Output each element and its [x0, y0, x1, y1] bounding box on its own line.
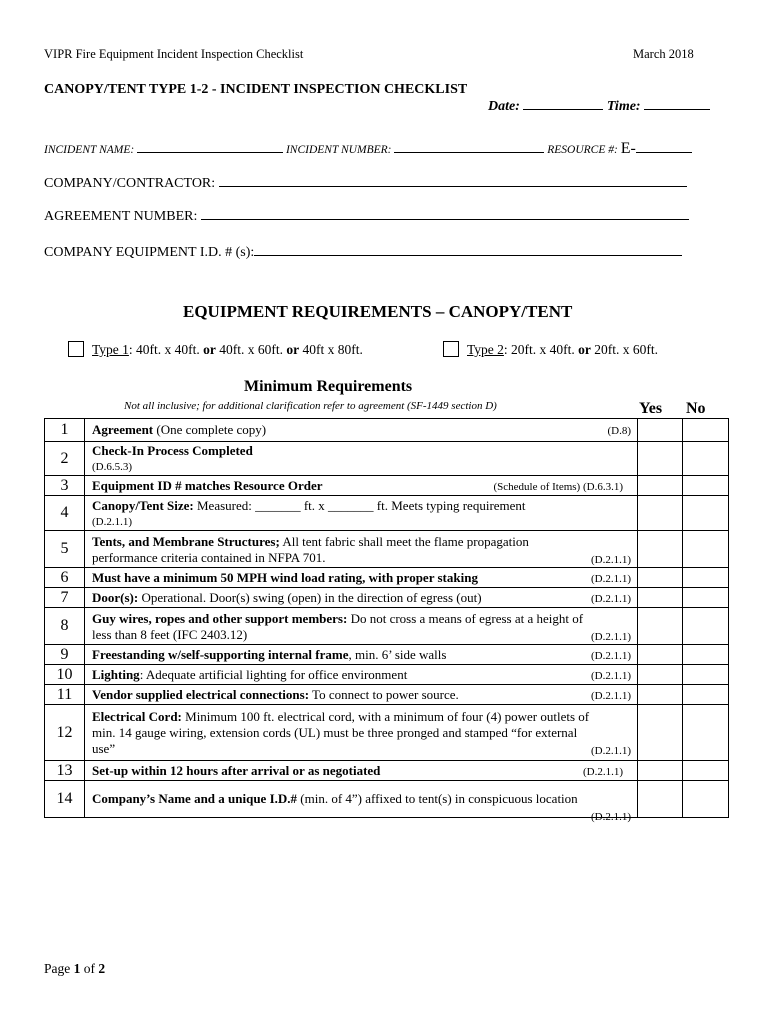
no-cell[interactable]	[683, 608, 729, 645]
requirement-text	[85, 568, 638, 588]
requirement-text	[85, 588, 638, 608]
requirement-title: Tents, and Membrane Structures;	[92, 533, 280, 549]
no-cell[interactable]	[683, 781, 729, 818]
equipment-id-row	[44, 245, 682, 261]
company-label: COMPANY/CONTRACTOR:	[44, 176, 216, 191]
requirement-detail: Do not cross a means of egress at a height of less than 8 feet (IFC 2403.12)	[92, 610, 584, 642]
requirement-text	[85, 685, 638, 705]
page-word: Page	[44, 961, 74, 976]
date-field[interactable]	[523, 109, 603, 110]
requirement-text	[85, 608, 638, 645]
type2-label: Type 2	[467, 342, 504, 357]
reference: (D.2.1.1)	[590, 811, 631, 823]
yes-cell[interactable]	[638, 705, 683, 761]
requirement-title: Agreement	[92, 422, 154, 437]
company-field[interactable]	[219, 186, 687, 187]
reference: (D.2.1.1)	[590, 745, 631, 757]
requirement-detail: Operational. Door(s) swing (open) in the direction of egress (out)	[138, 589, 482, 605]
requirement-detail: All tent fabric shall meet the flame propagation performance criteria contained in NFPA 701.	[92, 533, 529, 565]
type1-size-b: 40ft. x 60ft.	[215, 342, 287, 357]
no-cell[interactable]	[683, 705, 729, 761]
reference: (D.6.5.3)	[92, 461, 133, 473]
yes-cell[interactable]	[638, 645, 683, 665]
no-cell[interactable]	[683, 645, 729, 665]
yes-cell[interactable]	[638, 496, 683, 531]
type1-or-2: or	[286, 342, 300, 357]
row-number: 4	[45, 496, 85, 531]
reference: (D.2.1.1)	[590, 630, 631, 643]
reference: (D.8)	[607, 425, 631, 437]
requirement-text	[85, 761, 638, 781]
type1-label: Type 1	[92, 342, 129, 357]
no-cell[interactable]	[683, 588, 729, 608]
requirement-detail: To connect to power source.	[309, 686, 459, 702]
requirement-text	[85, 419, 638, 442]
row-number: 1	[45, 419, 85, 442]
type2-size-b: 20ft. x 60ft.	[590, 342, 659, 357]
no-cell[interactable]	[683, 442, 729, 476]
reference: (D.2.1.1)	[590, 669, 631, 682]
reference: (D.2.1.1)	[590, 553, 631, 566]
time-field[interactable]	[644, 109, 710, 110]
requirement-detail: (One complete copy)	[153, 422, 267, 437]
reference: (D.2.1.1)	[92, 515, 133, 528]
yes-cell[interactable]	[638, 781, 683, 818]
row-number: 2	[45, 442, 85, 476]
incident-name-field[interactable]	[137, 152, 283, 153]
yes-cell[interactable]	[638, 442, 683, 476]
type2-or-1: or	[578, 342, 591, 357]
row-number: 7	[45, 588, 85, 608]
row-number: 10	[45, 665, 85, 685]
section-title: EQUIPMENT REQUIREMENTS – CANOPY/TENT	[183, 302, 573, 321]
table-row	[45, 665, 729, 685]
requirements-table	[44, 418, 729, 823]
equipment-id-field[interactable]	[254, 255, 682, 256]
row-number: 8	[45, 608, 85, 645]
yes-column-header: Yes	[639, 400, 663, 417]
type1-checkbox[interactable]	[68, 341, 84, 357]
yes-cell[interactable]	[638, 665, 683, 685]
incident-number-field[interactable]	[394, 152, 544, 153]
requirement-title: Vendor supplied electrical connections:	[92, 686, 310, 702]
reference: (D.2.1.1)	[590, 649, 631, 662]
yes-cell[interactable]	[638, 685, 683, 705]
row-number: 6	[45, 568, 85, 588]
table-row	[45, 645, 729, 665]
row-number: 11	[45, 685, 85, 705]
yes-cell[interactable]	[638, 568, 683, 588]
time-label: Time:	[606, 99, 641, 114]
type1-size-a: : 40ft. x 40ft.	[128, 342, 204, 357]
table-row	[45, 476, 729, 496]
incident-number-label: INCIDENT NUMBER:	[285, 144, 392, 156]
row-number: 12	[45, 705, 85, 761]
requirement-text	[85, 476, 638, 496]
no-cell[interactable]	[683, 419, 729, 442]
type1-option	[68, 342, 363, 359]
incident-row	[44, 140, 692, 158]
requirement-detail: , min. 6’ side walls	[348, 646, 447, 662]
row-number: 14	[45, 781, 85, 818]
table-row	[45, 442, 729, 476]
reference: (D.2.1.1)	[590, 689, 631, 702]
company-row	[44, 176, 687, 192]
table-row	[45, 531, 729, 568]
min-req-note: Not all inclusive; for additional clarification refer to agreement (SF-1449 section D)	[124, 400, 497, 412]
requirement-detail: : Adequate artificial lighting for office environment	[139, 666, 408, 682]
table-row	[45, 568, 729, 588]
requirement-title: Lighting	[92, 666, 140, 682]
requirement-title: Set-up within 12 hours after arrival or as negotiated	[92, 762, 381, 778]
requirement-text	[85, 442, 638, 476]
type1-or-1: or	[203, 342, 216, 357]
requirement-title: Must have a minimum 50 MPH wind load rating, with proper staking	[92, 569, 478, 585]
incident-name-label: INCIDENT NAME:	[44, 144, 135, 156]
min-req-title: Minimum Requirements	[244, 378, 413, 395]
no-column-header: No	[686, 400, 706, 417]
resource-prefix: E-	[620, 140, 636, 157]
resource-field[interactable]	[636, 152, 692, 153]
page-number: 1	[73, 961, 81, 976]
requirement-title: Electrical Cord:	[92, 709, 182, 724]
requirement-title: Check-In Process Completed	[92, 443, 253, 458]
date-time-row	[488, 99, 710, 115]
resource-label: RESOURCE #:	[547, 144, 618, 156]
page-title: CANOPY/TENT TYPE 1-2 - INCIDENT INSPECTION CHECKLIST	[44, 82, 468, 97]
table-row	[45, 685, 729, 705]
yes-cell[interactable]	[638, 608, 683, 645]
of-word: of	[80, 961, 99, 976]
date-label: Date:	[488, 99, 520, 114]
requirement-title: Door(s):	[92, 589, 139, 605]
type2-size-a: : 20ft. x 40ft.	[503, 342, 579, 357]
requirement-title: Equipment ID # matches Resource Order	[92, 477, 323, 493]
no-cell[interactable]	[683, 685, 729, 705]
no-cell[interactable]	[683, 531, 729, 568]
header-date: March 2018	[633, 47, 694, 61]
table-row	[45, 608, 729, 645]
requirement-detail: Minimum 100 ft. electrical cord, with a minimum of four (4) power outlets of min. 14 gauge wiring, extension cords (UL) must be three pronged and stamped “for external use”	[92, 709, 590, 756]
no-cell[interactable]	[683, 665, 729, 685]
equipment-id-label: COMPANY EQUIPMENT I.D. # (s):	[44, 245, 255, 260]
no-cell[interactable]	[683, 761, 729, 781]
row-number: 13	[45, 761, 85, 781]
reference: (D.2.1.1)	[582, 765, 623, 778]
requirement-text	[85, 531, 638, 568]
agreement-label: AGREEMENT NUMBER:	[44, 209, 198, 224]
row-number: 5	[45, 531, 85, 568]
table-row	[45, 781, 729, 818]
row-number: 9	[45, 645, 85, 665]
requirement-text	[85, 645, 638, 665]
yes-cell[interactable]	[638, 476, 683, 496]
table-row	[45, 496, 729, 531]
requirement-title: Guy wires, ropes and other support members:	[92, 610, 348, 626]
page-total: 2	[98, 961, 106, 976]
yes-cell[interactable]	[638, 531, 683, 568]
table-row	[45, 419, 729, 442]
header-doc-name: VIPR Fire Equipment Incident Inspection Checklist	[44, 47, 304, 61]
yes-cell[interactable]	[638, 588, 683, 608]
requirement-title: Freestanding w/self-supporting internal frame	[92, 646, 349, 662]
no-cell[interactable]	[683, 568, 729, 588]
agreement-field[interactable]	[201, 219, 689, 220]
requirement-detail: Measured: _______ ft. x _______ ft. Meets typing requirement	[193, 497, 526, 513]
type2-checkbox[interactable]	[443, 341, 459, 357]
requirement-text	[85, 665, 638, 685]
requirement-text	[85, 705, 638, 761]
reference: (D.2.1.1)	[590, 572, 631, 585]
reference: (Schedule of Items) (D.6.3.1)	[493, 480, 623, 493]
yes-cell[interactable]	[638, 419, 683, 442]
table-row	[45, 588, 729, 608]
requirement-title: Company’s Name and a unique I.D.#	[92, 791, 298, 806]
page-footer	[44, 961, 105, 977]
requirement-text	[85, 496, 638, 531]
agreement-row	[44, 209, 689, 225]
row-number: 3	[45, 476, 85, 496]
table-row	[45, 705, 729, 761]
reference: (D.2.1.1)	[590, 592, 631, 605]
type2-option	[443, 342, 658, 359]
requirement-text	[85, 781, 638, 823]
requirement-title: Canopy/Tent Size:	[92, 497, 194, 513]
no-cell[interactable]	[683, 496, 729, 531]
table-row	[45, 761, 729, 781]
requirement-detail: (min. of 4”) affixed to tent(s) in conspicuous location	[297, 791, 578, 806]
no-cell[interactable]	[683, 476, 729, 496]
yes-cell[interactable]	[638, 761, 683, 781]
type1-size-c: 40ft x 80ft.	[299, 342, 363, 357]
